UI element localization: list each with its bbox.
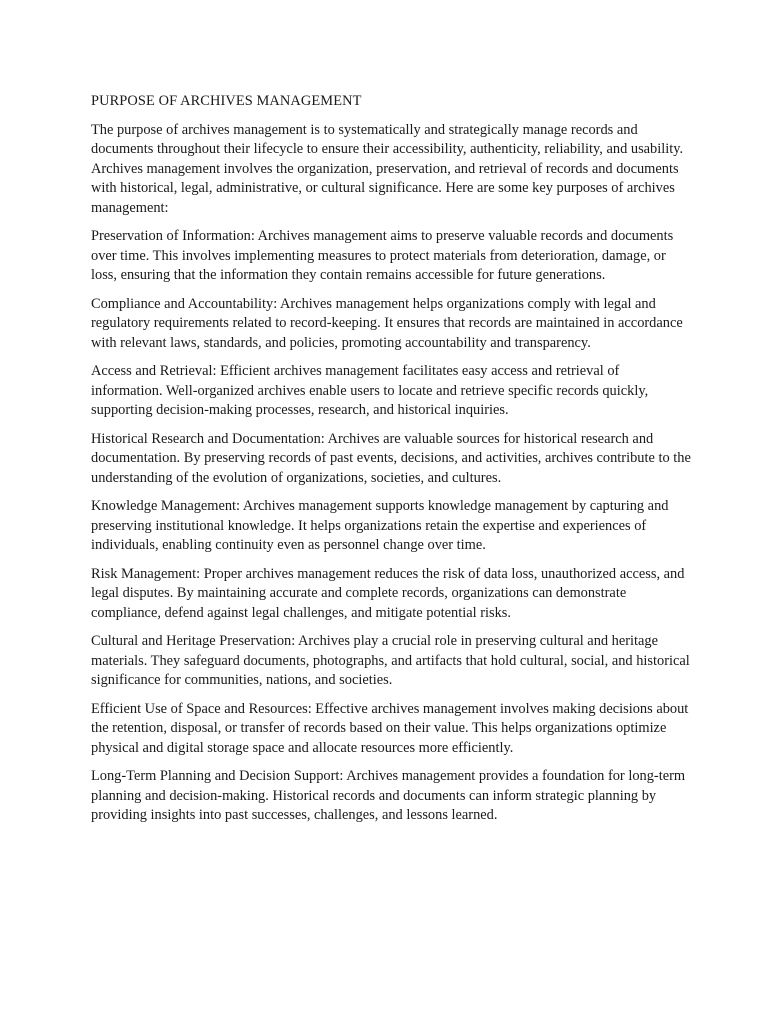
paragraph-preservation-of-information: Preservation of Information: Archives management aims to preserve valuable records and documents over time. This involves implementing measures to protect materials from deterioration, damage, or loss, ensuring that the information they contain remains accessible for future generations. <box>91 228 674 283</box>
document-title: PURPOSE OF ARCHIVES MANAGEMENT <box>91 93 362 109</box>
intro-paragraph: The purpose of archives management is to systematically and strategically manage records and documents throughout their lifecycle to ensure their accessibility, authenticity, reliability, and usability. Archives management involves the organization, preservation, and retrieval of records and documents with historical, legal, administrative, or cultural significance. Here are some key purposes of archives management: <box>91 121 684 216</box>
paragraph-efficient-use-of-space: Efficient Use of Space and Resources: Effective archives management involves making decisions about the retention, disposal, or transfer of records based on their value. This helps organizations optimize physical and digital storage space and allocate resources more efficiently. <box>91 700 689 756</box>
paragraph-long-term-planning: Long-Term Planning and Decision Support: Archives management provides a foundation for long-term planning and decision-making. Historical records and documents can inform strategic planning by providing insights into past successes, challenges, and lessons learned. <box>91 768 686 823</box>
document-page <box>91 92 691 835</box>
paragraph-knowledge-management: Knowledge Management: Archives management supports knowledge management by capturing and preserving institutional knowledge. It helps organizations retain the expertise and experiences of individuals, enabling continuity even as personnel change over time. <box>91 498 669 553</box>
paragraph-cultural-heritage-preservation: Cultural and Heritage Preservation: Archives play a crucial role in preserving cultural and heritage materials. They safeguard documents, photographs, and artifacts that hold cultural, social, and historical significance for communities, nations, and societies. <box>91 633 690 688</box>
paragraph-historical-research: Historical Research and Documentation: Archives are valuable sources for historical research and documentation. By preserving records of past events, decisions, and activities, archives contribute to the understanding of the evolution of organizations, societies, and cultures. <box>91 430 691 486</box>
paragraph-access-and-retrieval: Access and Retrieval: Efficient archives management facilitates easy access and retrieval of information. Well-organized archives enable users to locate and retrieve specific records quickly, supporting decision-making processes, research, and historical inquiries. <box>91 363 649 418</box>
paragraph-compliance-and-accountability: Compliance and Accountability: Archives management helps organizations comply with legal and regulatory requirements related to record-keeping. It ensures that records are maintained in accordance with relevant laws, standards, and policies, promoting accountability and transparency. <box>91 295 683 351</box>
paragraph-risk-management: Risk Management: Proper archives management reduces the risk of data loss, unauthorized access, and legal disputes. By maintaining accurate and complete records, organizations can demonstrate compliance, defend against legal challenges, and mitigate potential risks. <box>91 565 685 621</box>
